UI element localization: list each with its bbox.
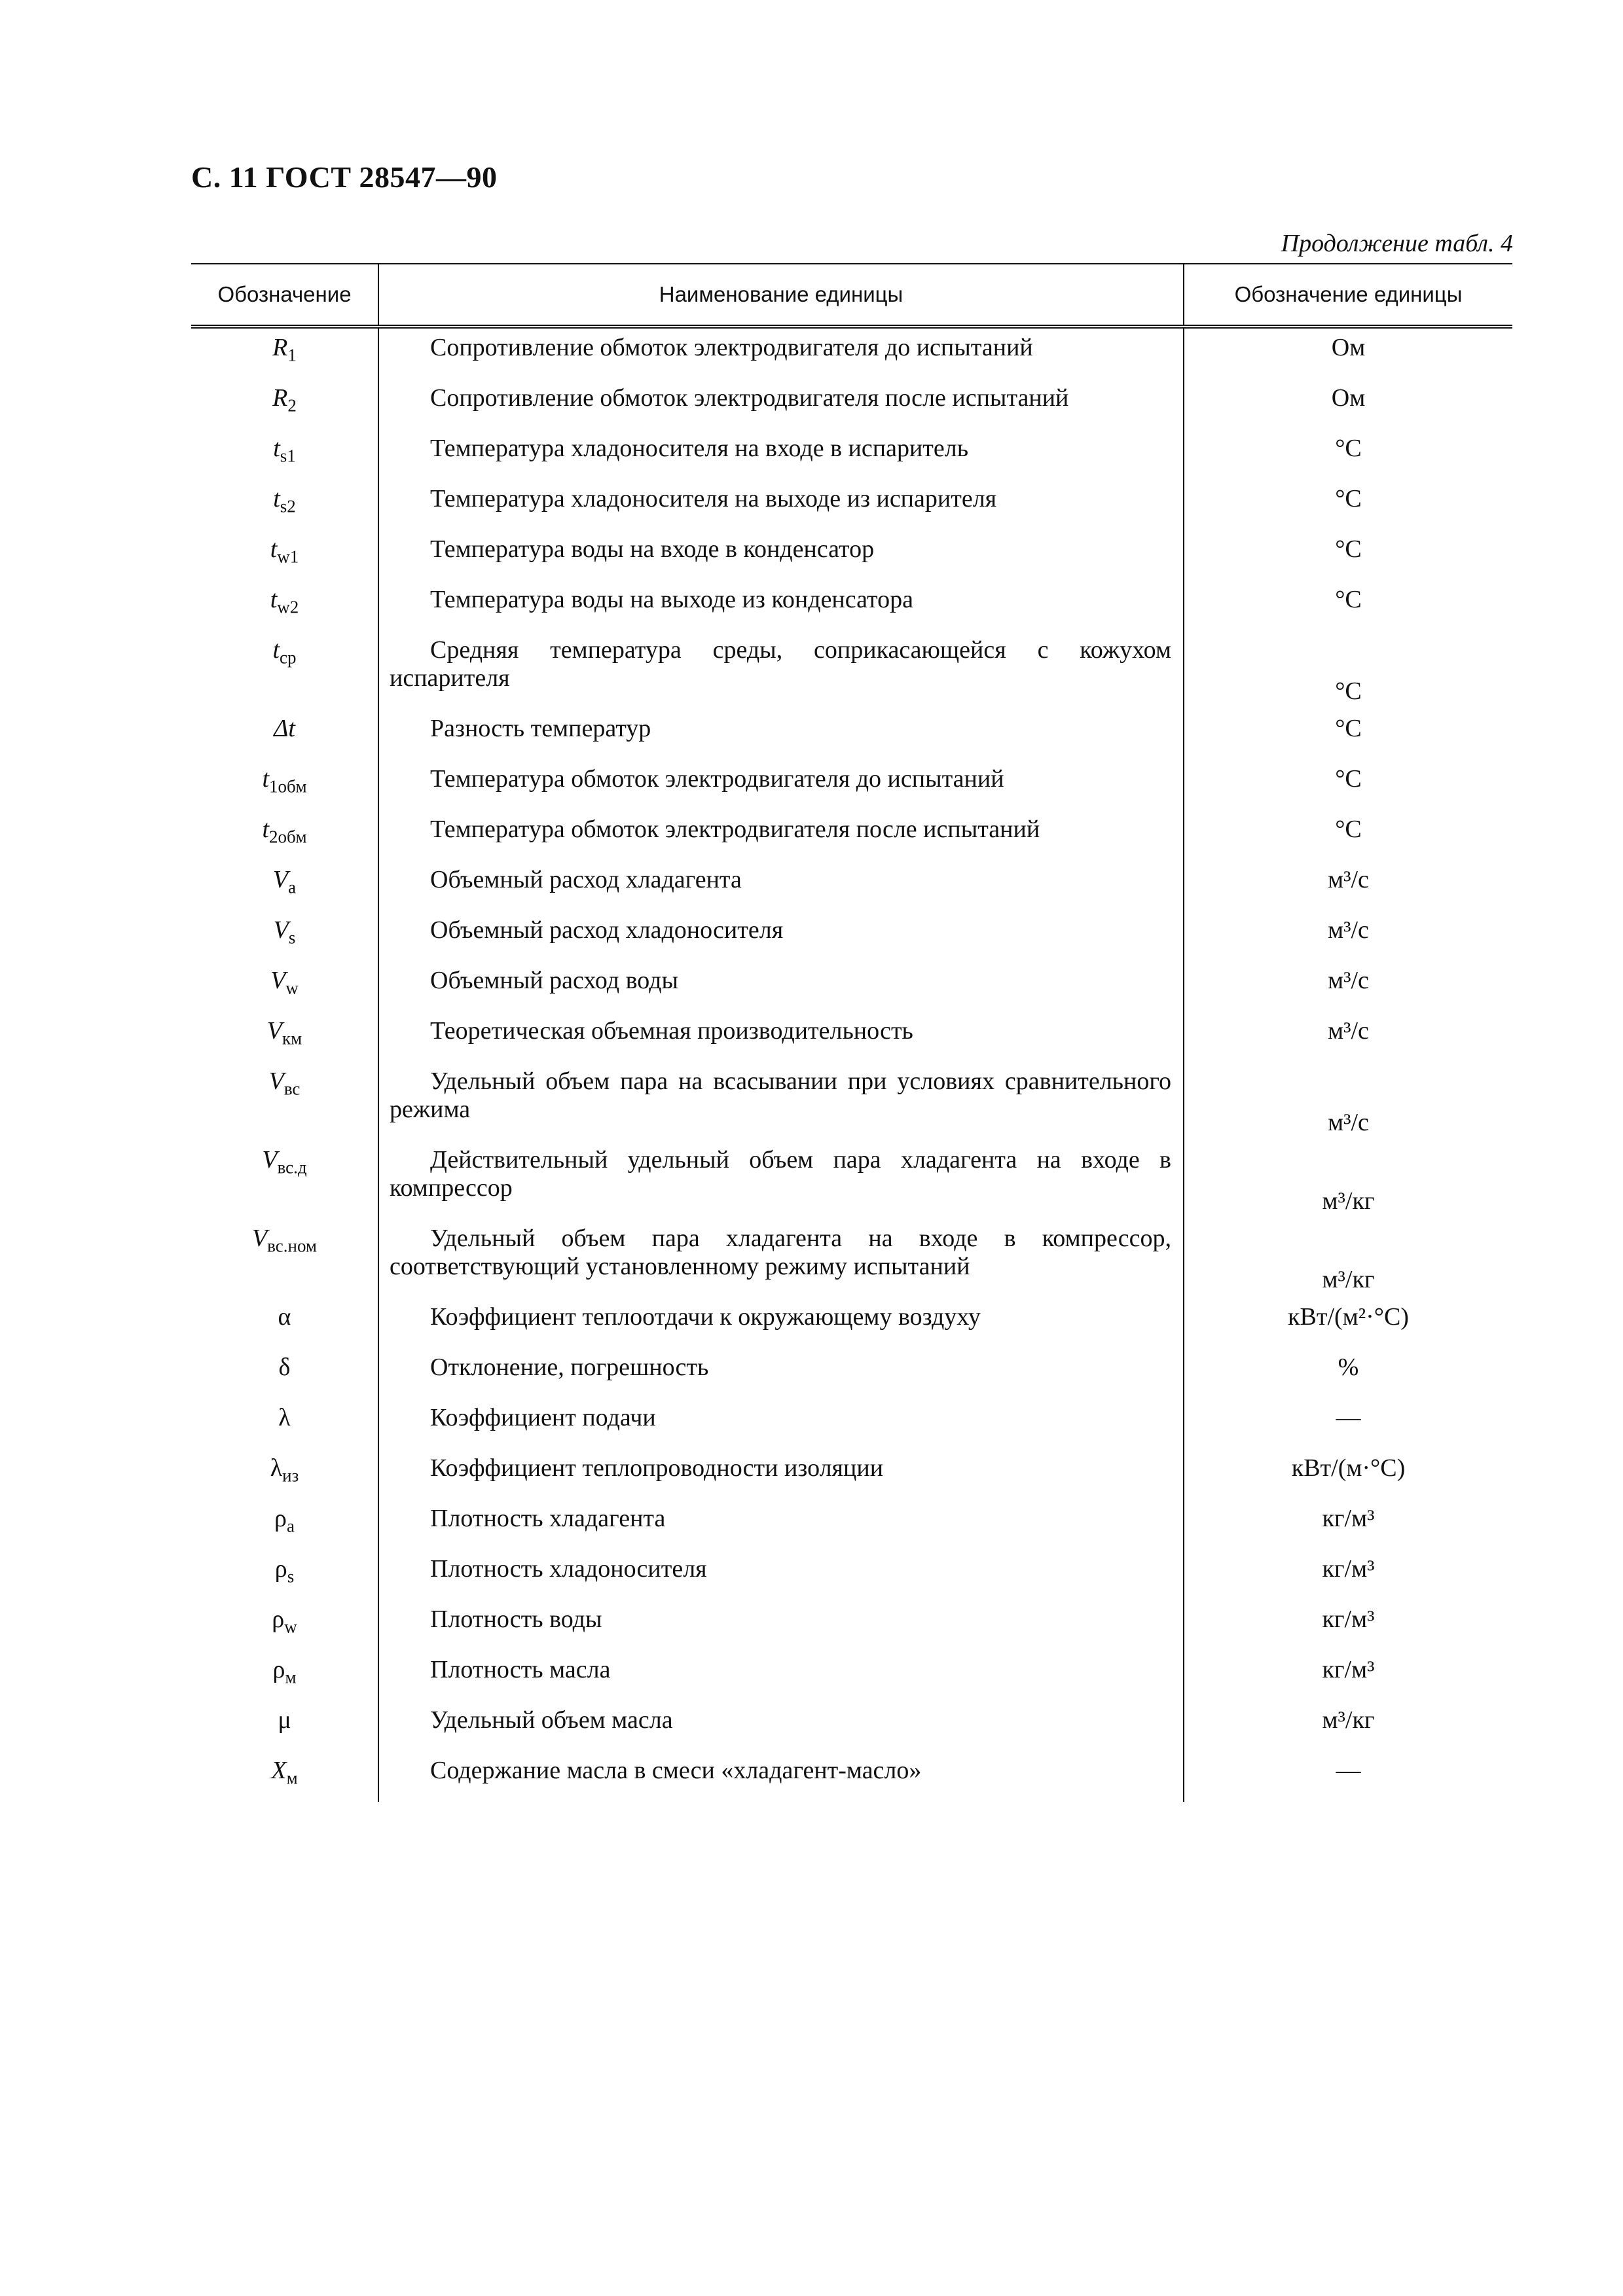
quantity-name: Отклонение, погрешность [430, 1354, 709, 1381]
unit-symbol: °C [1335, 816, 1362, 843]
table-row [191, 581, 1512, 631]
symbol-main: V [266, 1017, 282, 1045]
symbol-subscript: км [282, 1028, 302, 1049]
unit-symbol: м³/с [1328, 916, 1369, 944]
name-cell [378, 327, 1184, 379]
symbol-subscript: 1 [287, 345, 297, 365]
quantity-name: Температура обмоток электродвигателя до испытаний [430, 765, 1004, 793]
unit-symbol: м³/кг [1322, 1706, 1375, 1734]
table-row [191, 1012, 1512, 1062]
quantity-name: Коэффициент теплоотдачи к окружающему воздуху [430, 1303, 981, 1331]
unit-symbol: Ом [1331, 334, 1366, 361]
table-row [191, 961, 1512, 1012]
symbol-main: t [270, 586, 278, 613]
unit-cell [1184, 911, 1512, 961]
table-row [191, 379, 1512, 429]
quantity-name: Температура хладоносителя на выходе из испарителя [430, 485, 997, 512]
table-row [191, 530, 1512, 581]
name-cell [378, 861, 1184, 911]
quantity-name: Сопротивление обмоток электродвигателя после испытаний [430, 384, 1069, 412]
unit-cell [1184, 709, 1512, 760]
unit-cell [1184, 1600, 1512, 1651]
unit-symbol: м³/кг [1322, 1187, 1375, 1215]
table-row [191, 760, 1512, 810]
symbol-cell [191, 1348, 378, 1399]
symbol-main: ρ [274, 1555, 287, 1583]
table-caption: Продолжение табл. 4 [1281, 230, 1513, 257]
quantity-name: Плотность воды [430, 1605, 602, 1633]
table-row [191, 1141, 1512, 1219]
symbol-main: V [268, 1067, 284, 1095]
header-row [191, 264, 1512, 327]
symbol-main: t [262, 816, 269, 843]
unit-cell [1184, 961, 1512, 1012]
symbol-main: ρ [272, 1605, 285, 1633]
symbol-cell [191, 1141, 378, 1219]
units-table-container [191, 263, 1512, 1802]
symbol-main: ρ [274, 1505, 287, 1532]
symbol-cell [191, 709, 378, 760]
symbol-main: α [278, 1303, 291, 1331]
unit-symbol: °C [1335, 715, 1362, 742]
table-row [191, 861, 1512, 911]
name-cell [378, 1399, 1184, 1449]
unit-symbol: кг/м³ [1322, 1605, 1375, 1633]
symbol-cell [191, 911, 378, 961]
symbol-cell [191, 429, 378, 480]
symbol-cell [191, 631, 378, 709]
symbol-cell [191, 1298, 378, 1348]
name-cell [378, 760, 1184, 810]
name-cell [378, 530, 1184, 581]
symbol-cell [191, 1550, 378, 1600]
symbol-cell [191, 810, 378, 861]
quantity-name: Коэффициент подачи [430, 1404, 656, 1431]
name-cell [378, 581, 1184, 631]
symbol-main: μ [278, 1706, 291, 1734]
units-table [191, 263, 1512, 1802]
unit-symbol: °C [1335, 677, 1362, 705]
unit-symbol: — [1336, 1404, 1361, 1431]
column-header-symbol: Обозначение [191, 264, 378, 327]
unit-cell [1184, 1348, 1512, 1399]
symbol-cell [191, 1399, 378, 1449]
symbol-subscript: w [284, 1617, 297, 1637]
symbol-cell [191, 327, 378, 379]
quantity-name: Сопротивление обмоток электродвигателя до испытаний [430, 334, 1033, 361]
symbol-subscript: s [288, 927, 296, 948]
name-cell [378, 709, 1184, 760]
symbol-main: λ [278, 1404, 291, 1431]
table-row [191, 429, 1512, 480]
unit-cell [1184, 1298, 1512, 1348]
unit-symbol: Ом [1331, 384, 1366, 412]
symbol-cell [191, 1751, 378, 1802]
unit-symbol: % [1338, 1354, 1359, 1381]
unit-cell [1184, 1399, 1512, 1449]
quantity-name: Плотность хладагента [430, 1505, 666, 1532]
unit-cell [1184, 327, 1512, 379]
unit-cell [1184, 480, 1512, 530]
name-cell [378, 1449, 1184, 1499]
symbol-subscript: w1 [277, 547, 299, 567]
symbol-main: t [270, 535, 278, 563]
unit-cell [1184, 429, 1512, 480]
page-header: С. 11 ГОСТ 28547—90 [191, 160, 498, 194]
unit-cell [1184, 1449, 1512, 1499]
name-cell [378, 1348, 1184, 1399]
symbol-cell [191, 1062, 378, 1141]
symbol-cell [191, 1701, 378, 1751]
quantity-name: Коэффициент теплопроводности изоляции [430, 1454, 884, 1482]
symbol-subscript: 1обм [269, 776, 307, 797]
symbol-main: V [273, 916, 289, 944]
symbol-subscript: ср [280, 647, 297, 668]
symbol-cell [191, 1600, 378, 1651]
symbol-cell [191, 1219, 378, 1298]
symbol-main: Δt [274, 715, 295, 742]
symbol-main: X [271, 1757, 287, 1784]
unit-symbol: кВт/(м²·°C) [1288, 1303, 1409, 1331]
symbol-main: R [272, 334, 288, 361]
symbol-main: ρ [272, 1656, 285, 1683]
symbol-subscript: w [285, 978, 299, 998]
unit-symbol: кг/м³ [1322, 1505, 1375, 1532]
unit-cell [1184, 1751, 1512, 1802]
table-row [191, 1348, 1512, 1399]
quantity-name: Удельный объем масла [430, 1706, 673, 1734]
table-row [191, 1298, 1512, 1348]
symbol-subscript: 2 [287, 395, 297, 416]
quantity-name: Средняя температура среды, соприкасающейся с кожухом испарителя [390, 636, 1171, 692]
symbol-main: R [272, 384, 288, 412]
unit-cell [1184, 530, 1512, 581]
table-header [191, 264, 1512, 327]
symbol-subscript: s [287, 1566, 295, 1587]
symbol-main: V [272, 866, 289, 893]
unit-symbol: кг/м³ [1322, 1656, 1375, 1683]
symbol-subscript: 2обм [269, 827, 307, 847]
table-row [191, 1600, 1512, 1651]
unit-cell [1184, 1062, 1512, 1141]
symbol-main: t [272, 636, 280, 664]
table-row [191, 810, 1512, 861]
unit-symbol: м³/кг [1322, 1266, 1375, 1293]
table-row [191, 1499, 1512, 1550]
unit-cell [1184, 760, 1512, 810]
unit-symbol: м³/с [1328, 866, 1369, 893]
name-cell [378, 480, 1184, 530]
unit-cell [1184, 379, 1512, 429]
table-row [191, 1751, 1512, 1802]
quantity-name: Объемный расход хладагента [430, 866, 742, 893]
unit-cell [1184, 1499, 1512, 1550]
unit-symbol: °C [1335, 586, 1362, 613]
name-cell [378, 1298, 1184, 1348]
name-cell [378, 1751, 1184, 1802]
unit-cell [1184, 581, 1512, 631]
unit-cell [1184, 861, 1512, 911]
table-row [191, 1449, 1512, 1499]
table-row [191, 1219, 1512, 1298]
name-cell [378, 429, 1184, 480]
symbol-subscript: вс.д [277, 1157, 307, 1177]
name-cell [378, 1701, 1184, 1751]
quantity-name: Содержание масла в смеси «хладагент-масло» [430, 1757, 922, 1784]
symbol-main: V [270, 967, 286, 994]
table-row [191, 1550, 1512, 1600]
symbol-cell [191, 760, 378, 810]
quantity-name: Удельный объем пара хладагента на входе в компрессор, соответствующий установленному режиму испытаний [390, 1225, 1171, 1280]
symbol-subscript: вс.ном [267, 1236, 318, 1256]
symbol-cell [191, 480, 378, 530]
unit-symbol: °C [1335, 485, 1362, 512]
symbol-subscript: вс [283, 1079, 301, 1099]
quantity-name: Объемный расход хладоносителя [430, 916, 784, 944]
quantity-name: Разность температур [430, 715, 651, 742]
unit-symbol: кг/м³ [1322, 1555, 1375, 1583]
symbol-cell [191, 581, 378, 631]
name-cell [378, 911, 1184, 961]
name-cell [378, 1062, 1184, 1141]
symbol-cell [191, 1651, 378, 1701]
quantity-name: Плотность хладоносителя [430, 1555, 707, 1583]
symbol-subscript: a [288, 877, 297, 897]
symbol-subscript: w2 [277, 597, 299, 617]
symbol-main: t [273, 485, 280, 512]
column-header-unit: Обозначение единицы [1184, 264, 1512, 327]
unit-cell [1184, 810, 1512, 861]
unit-symbol: °C [1335, 435, 1362, 462]
name-cell [378, 631, 1184, 709]
symbol-cell [191, 1449, 378, 1499]
unit-symbol: — [1336, 1757, 1361, 1784]
unit-symbol: °C [1335, 535, 1362, 563]
symbol-cell [191, 530, 378, 581]
symbol-cell [191, 961, 378, 1012]
table-row [191, 709, 1512, 760]
name-cell [378, 1499, 1184, 1550]
quantity-name: Температура обмоток электродвигателя после испытаний [430, 816, 1040, 843]
symbol-cell [191, 379, 378, 429]
name-cell [378, 1012, 1184, 1062]
symbol-subscript: s1 [280, 446, 296, 466]
column-header-name: Наименование единицы [378, 264, 1184, 327]
symbol-cell [191, 1499, 378, 1550]
quantity-name: Действительный удельный объем пара хладагента на входе в компрессор [390, 1146, 1171, 1202]
table-row [191, 631, 1512, 709]
quantity-name: Температура воды на входе в конденсатор [430, 535, 875, 563]
symbol-cell [191, 861, 378, 911]
name-cell [378, 1141, 1184, 1219]
name-cell [378, 1651, 1184, 1701]
table-row [191, 1062, 1512, 1141]
name-cell [378, 1550, 1184, 1600]
unit-cell [1184, 1550, 1512, 1600]
name-cell [378, 379, 1184, 429]
quantity-name: Плотность масла [430, 1656, 611, 1683]
symbol-subscript: из [282, 1465, 299, 1486]
unit-cell [1184, 631, 1512, 709]
symbol-cell [191, 1012, 378, 1062]
table-row [191, 480, 1512, 530]
quantity-name: Удельный объем пара на всасывании при условиях сравнительного режима [390, 1067, 1171, 1123]
name-cell [378, 961, 1184, 1012]
unit-symbol: м³/с [1328, 1017, 1369, 1045]
table-row [191, 1701, 1512, 1751]
symbol-subscript: м [285, 1667, 297, 1687]
table-row [191, 1399, 1512, 1449]
name-cell [378, 810, 1184, 861]
symbol-main: δ [278, 1354, 291, 1381]
symbol-main: V [262, 1146, 278, 1174]
quantity-name: Теоретическая объемная производительность [430, 1017, 913, 1045]
symbol-main: t [262, 765, 269, 793]
symbol-subscript: a [286, 1516, 295, 1536]
symbol-subscript: м [286, 1768, 298, 1788]
table-row [191, 911, 1512, 961]
symbol-main: t [273, 435, 280, 462]
quantity-name: Температура хладоносителя на входе в испаритель [430, 435, 969, 462]
symbol-main: λ [270, 1454, 283, 1482]
unit-cell [1184, 1701, 1512, 1751]
name-cell [378, 1600, 1184, 1651]
unit-symbol: кВт/(м·°C) [1291, 1454, 1406, 1482]
quantity-name: Температура воды на выходе из конденсатора [430, 586, 913, 613]
symbol-main: V [251, 1225, 268, 1252]
unit-cell [1184, 1219, 1512, 1298]
unit-symbol: °C [1335, 765, 1362, 793]
table-row [191, 1651, 1512, 1701]
table-body [191, 327, 1512, 1802]
unit-cell [1184, 1141, 1512, 1219]
unit-cell [1184, 1651, 1512, 1701]
unit-symbol: м³/с [1328, 1109, 1369, 1136]
quantity-name: Объемный расход воды [430, 967, 679, 994]
symbol-subscript: s2 [280, 496, 296, 516]
unit-cell [1184, 1012, 1512, 1062]
table-row [191, 327, 1512, 379]
unit-symbol: м³/с [1328, 967, 1369, 994]
name-cell [378, 1219, 1184, 1298]
